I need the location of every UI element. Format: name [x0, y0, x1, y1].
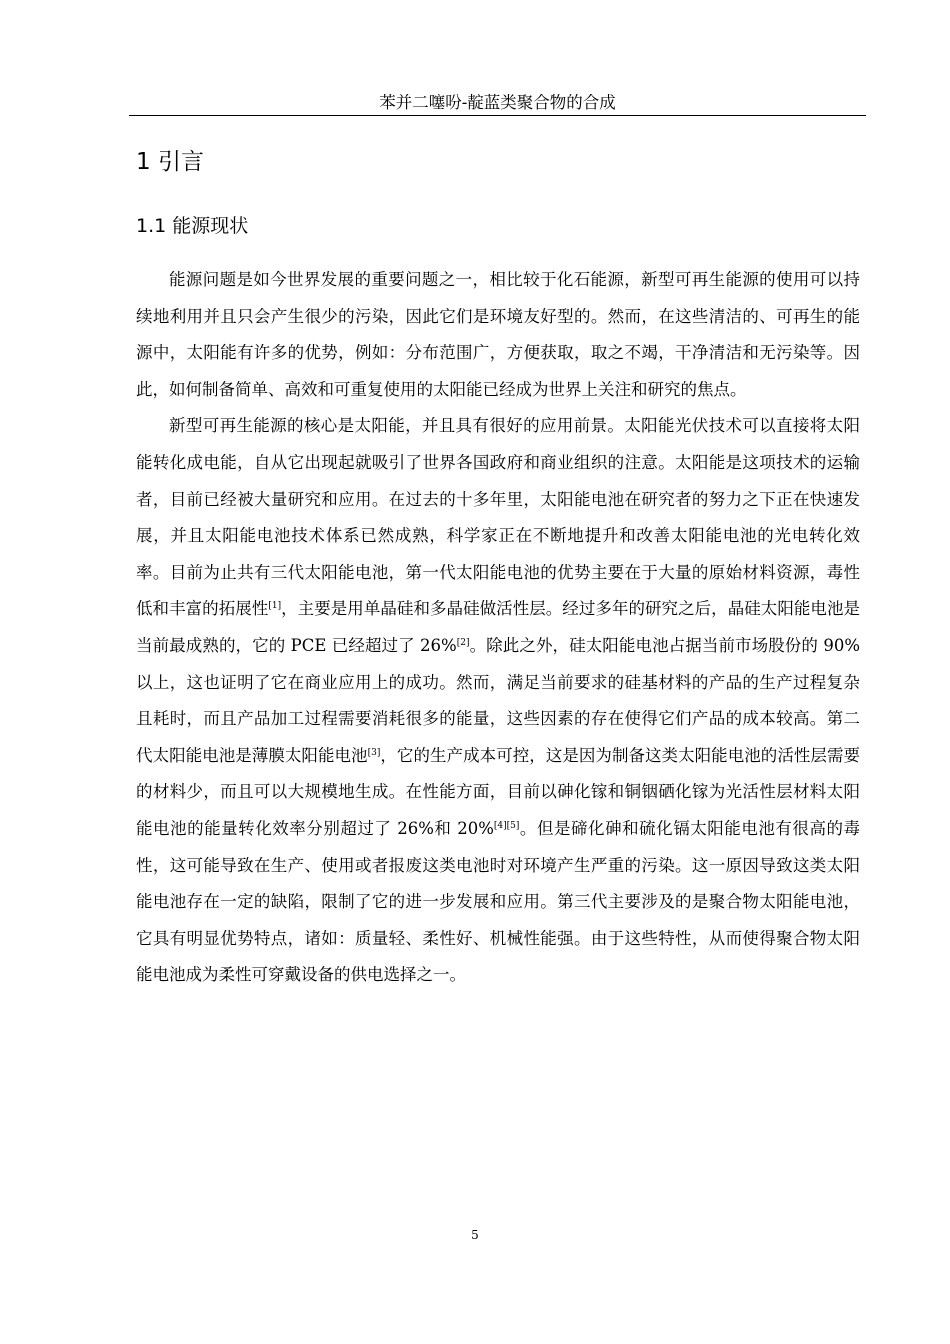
paragraph-1: 能源问题是如今世界发展的重要问题之一，相比较于化石能源，新型可再生能源的使用可以持续地利用并且只会产生很少的污染，因此它们是环境友好型的。然而，在这些清洁的、可再生的能源中，太阳能有许多的优势，例如：分布范围广，方便获取，取之不竭，干净清洁和无污染等。因此，如何制备简单、高效和可重复使用的太阳能已经成为世界上关注和研究的焦点。	[136, 270, 860, 399]
paragraph-2-segment: 。但是碲化砷和硫化镉太阳能电池有很高的毒性，这可能导致在生产、使用或者报废这类电池时对环境产生严重的污染。这一原因导致这类太阳能电池存在一定的缺陷，限制了它的进一步发展和应用。第三代主要涉及的是聚合物太阳能电池，它具有明显优势特点，诸如：质量轻、柔性好、机械性能强。由于这些特性，从而使得聚合物太阳能电池成为柔性可穿戴设备的供电选择之一。	[136, 818, 860, 985]
paragraph-2-segment: ，它的生产成本可控，这是因为制备这类太阳能电池的活性层需要的材料少，而且可以大规模地生成。在性能方面，目前以砷化镓和铜铟硒化镓为光活性层材料太阳能电池的能量转化效率分别超过了 26%和 20%	[136, 745, 861, 838]
paragraph-2	[136, 408, 860, 994]
header-rule	[129, 115, 866, 116]
citation-1[interactable]: [1]	[268, 601, 282, 612]
paragraph-2-segment: ，主要是用单晶硅和多晶硅做活性层。经过多年的研究之后，晶硅太阳能电池是当前最成熟的，它的 PCE 已经超过了 26%	[136, 599, 861, 655]
citation-3[interactable]: [3]	[367, 747, 381, 758]
citation-2[interactable]: [2]	[456, 637, 470, 648]
paragraph-2-segment: 新型可再生能源的核心是太阳能，并且具有很好的应用前景。太阳能光伏技术可以直接将太阳能转化成电能，自从它出现起就吸引了世界各国政府和商业组织的注意。太阳能是这项技术的运输者，目前已经被大量研究和应用。在过去的十多年里，太阳能电池在研究者的努力之下正在快速发展，并且太阳能电池技术体系已然成熟，科学家正在不断地提升和改善太阳能电池的光电转化效率。目前为止共有三代太阳能电池，第一代太阳能电池的优势主要在于大量的原始材料资源，毒性低和丰富的拓展性	[136, 416, 860, 619]
section-title: 1.1 能源现状	[136, 215, 249, 237]
body-text	[136, 262, 860, 994]
page-number: 5	[471, 1228, 479, 1242]
citation-4-5[interactable]: [4][5]	[493, 820, 520, 831]
paragraph-2-segment: 。除此之外，硅太阳能电池占据当前市场股份的 90%以上，这也证明了它在商业应用上的成功。然而，满足当前要求的硅基材料的产品的生产过程复杂且耗时，而且产品加工过程需要消耗很多的能量，这些因素的存在使得它们产品的成本较高。第二代太阳能电池是薄膜太阳能电池	[136, 635, 860, 765]
running-header: 苯并二噻吩-靛蓝类聚合物的合成	[379, 93, 616, 112]
chapter-title: 1 引言	[136, 149, 204, 175]
